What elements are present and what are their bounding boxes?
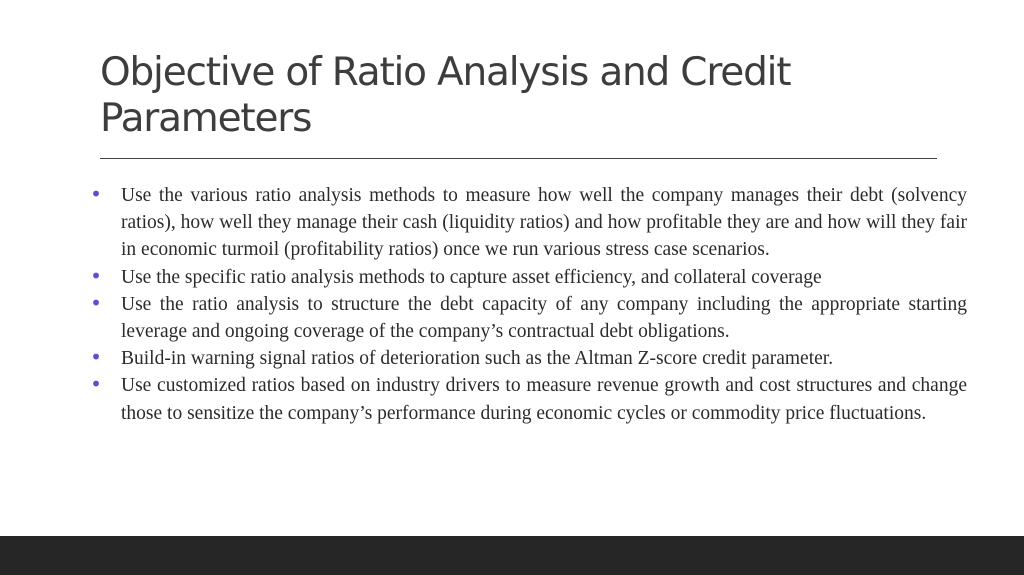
bullet-item [90,345,967,372]
bullet-text: Build-in warning signal ratios of deterioration such as the Altman Z-score credit parameter. [121,348,834,370]
bullet-dot-icon: • [90,290,102,315]
bullet-dot-icon: • [90,263,102,288]
footer-bar [0,536,1024,575]
bullet-list [90,182,967,427]
bullet-dot-icon: • [90,345,102,370]
bullet-text: Use customized ratios based on industry drivers to measure revenue growth and cost structures and change those to sensitize the company’s performance during economic cycles or commodity price fluctuations. [121,375,967,424]
bullet-item [90,263,967,291]
bullet-dot-icon: • [90,182,102,206]
bullet-dot-icon: • [90,372,102,397]
bullet-item [90,372,967,426]
title-divider [100,158,937,159]
bullet-item [90,290,967,345]
bullet-text: Use the specific ratio analysis methods to capture asset efficiency, and collateral coverage [121,266,822,288]
bullet-item [90,182,967,264]
slide-title: Objective of Ratio Analysis and Credit Parameters [100,50,791,141]
bullet-text: Use the ratio analysis to structure the debt capacity of any company including the appropriate starting leverage and ongoing coverage of the company’s contractual debt obligations. [121,293,967,343]
bullet-text: Use the various ratio analysis methods to measure how well the company manages their debt (solvency ratios), how well they manage their cash (liquidity ratios) and how profitable they are and how will they fair in economic turmoil (profitability ratios) once we run various stress case scenarios. [121,185,967,261]
